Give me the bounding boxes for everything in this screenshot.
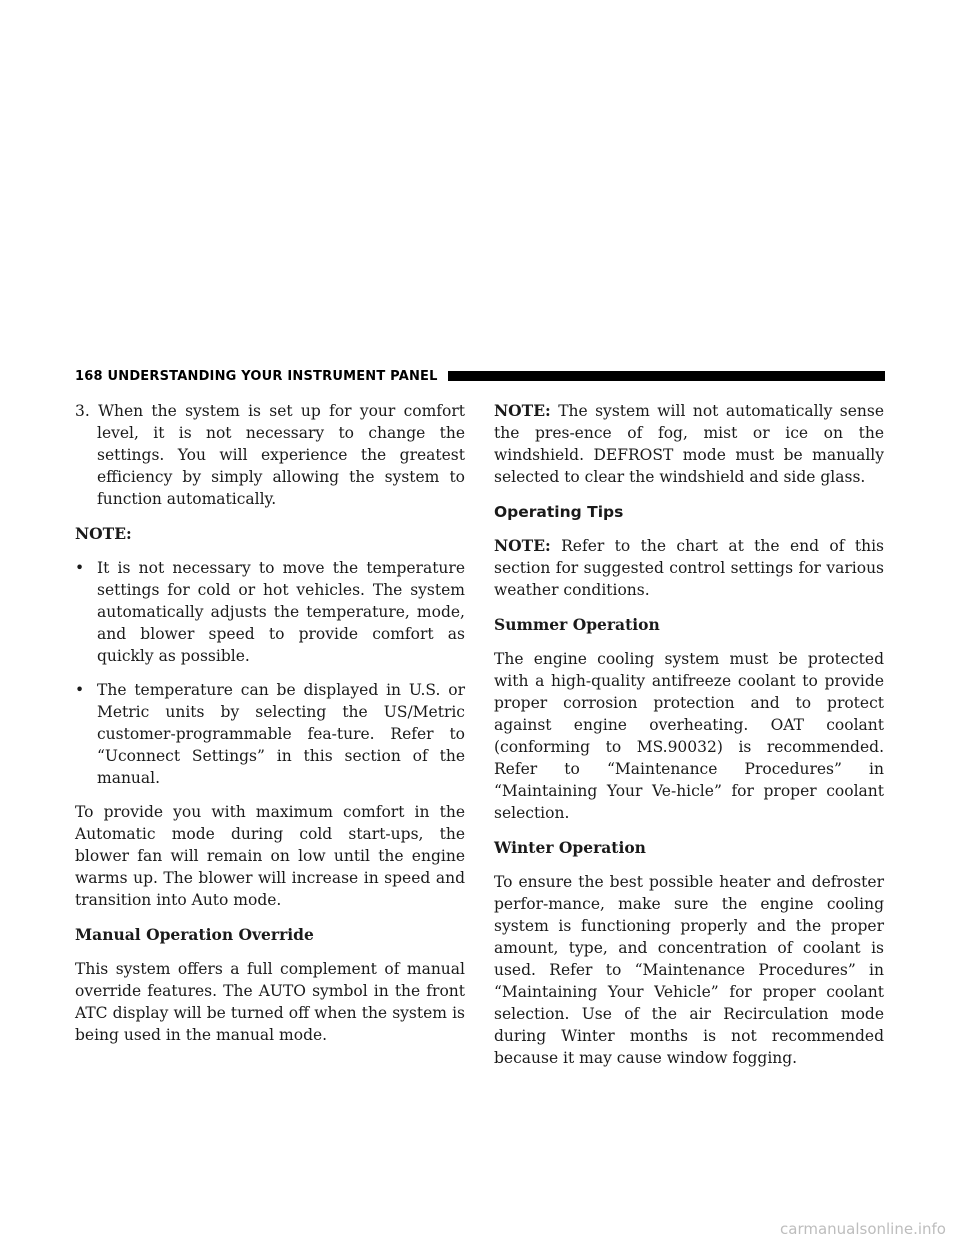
operating-tips-heading: Operating Tips	[494, 503, 624, 521]
manual-override-paragraph: This system offers a full complement of manual override features. The AUTO symbol in the front ATC display will be turned off when the system is being used in the manual mode.	[75, 960, 465, 1044]
page-number: 168	[75, 368, 103, 384]
bullet-icon: •	[75, 681, 85, 699]
watermark: carmanualsonline.info	[780, 1220, 946, 1238]
chart-note	[494, 535, 884, 601]
note-label: NOTE:	[494, 536, 551, 555]
summer-operation-heading: Summer Operation	[494, 615, 660, 634]
step-3-text: When the system is set up for your comfort level, it is not necessary to change the settings. You will experience the greatest efficiency by simply allowing the system to function automatically.	[97, 402, 465, 508]
step-3	[75, 400, 465, 510]
bullet-item	[75, 557, 465, 667]
bullet-item	[75, 679, 465, 789]
bullet-text: The temperature can be displayed in U.S. or Metric units by selecting the US/Metric customer-programmable fea-ture. Refer to “Uconnect Settings” in this section of the manual.	[97, 681, 465, 787]
bullet-icon: •	[75, 559, 85, 577]
note-label: NOTE:	[75, 524, 132, 543]
header-label	[75, 369, 448, 384]
winter-operation-paragraph: To ensure the best possible heater and defroster perfor-mance, make sure the engine cooling system is functioning properly and the proper amount, type, and concentration of coolant is used. Refer to “Maintenance Procedures” in “Maintaining Your Vehicle” for proper coolant selection. Use of the air Recirculation mode during Winter months is not recommended because it may cause window fogging.	[494, 873, 884, 1067]
defrost-note	[494, 400, 884, 488]
header-rule	[448, 371, 885, 381]
manual-override-heading: Manual Operation Override	[75, 925, 314, 944]
winter-operation-heading: Winter Operation	[494, 838, 646, 857]
step-3-number: 3.	[75, 402, 90, 420]
left-column	[75, 400, 465, 1059]
note-label: NOTE:	[494, 401, 551, 420]
page-header	[75, 366, 885, 386]
chapter-title: UNDERSTANDING YOUR INSTRUMENT PANEL	[107, 368, 438, 384]
defrost-note-text: The system will not automatically sense the pres-ence of fog, mist or ice on the windshield. DEFROST mode must be manually selected to clear the windshield and side glass.	[494, 402, 884, 486]
bullet-text: It is not necessary to move the temperature settings for cold or hot vehicles. The system automatically adjusts the temperature, mode, and blower speed to provide comfort as quickly as possible.	[97, 559, 465, 665]
chart-note-text: Refer to the chart at the end of this section for suggested control settings for various weather conditions.	[494, 537, 884, 599]
right-column	[494, 400, 884, 1082]
comfort-paragraph: To provide you with maximum comfort in the Automatic mode during cold start-ups, the blower fan will remain on low until the engine warms up. The blower will increase in speed and transition into Auto mode.	[75, 803, 465, 909]
summer-operation-paragraph: The engine cooling system must be protected with a high-quality antifreeze coolant to provide proper corrosion protection and to protect against engine overheating. OAT coolant (conforming to MS.90032) is recommended. Refer to “Maintenance Procedures” in “Maintaining Your Ve-hicle” for proper coolant selection.	[494, 650, 884, 822]
